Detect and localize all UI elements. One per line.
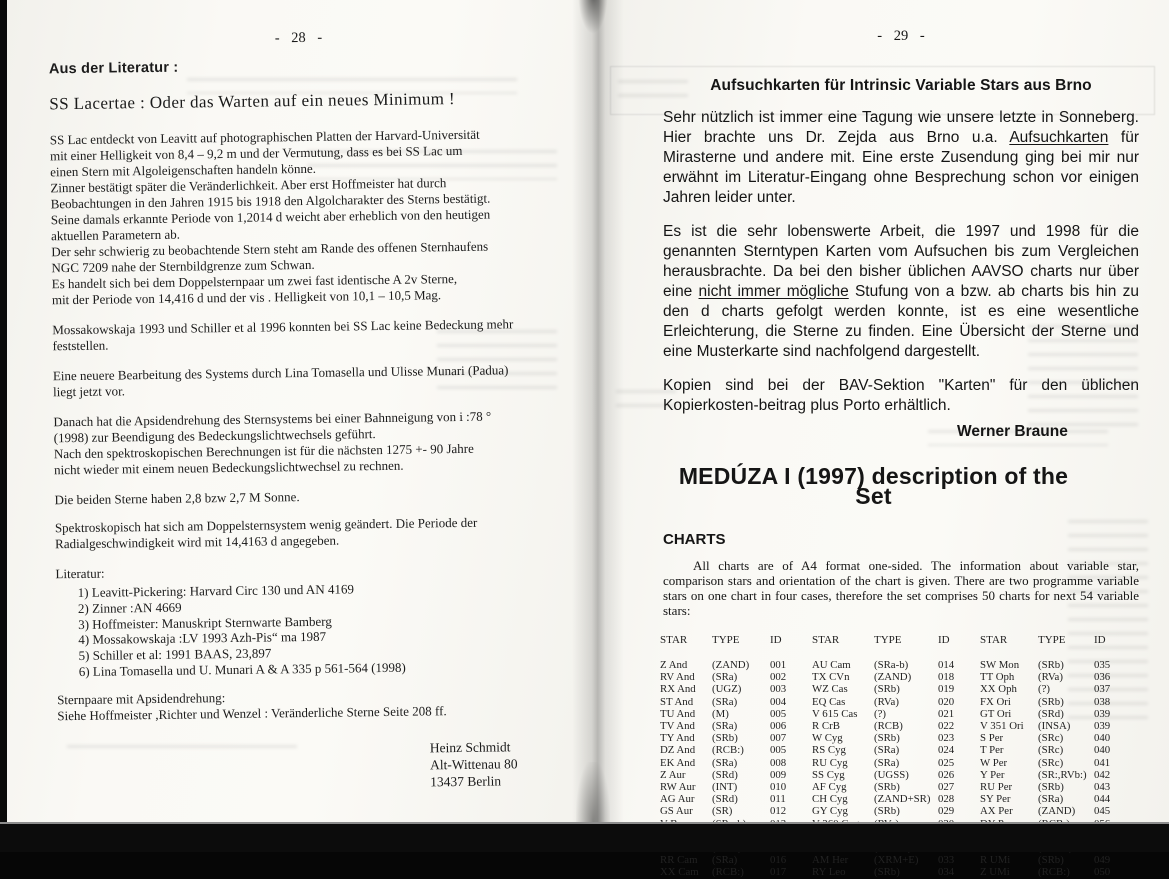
- table-cell: 024: [938, 744, 955, 757]
- page-number: - 29 -: [877, 28, 925, 44]
- table-cell: (SRb): [874, 732, 900, 745]
- table-cell: 044: [1094, 793, 1111, 806]
- table-cell: Z UMi: [980, 866, 1010, 879]
- table-row: [660, 854, 1130, 866]
- table-row: [660, 744, 1130, 756]
- table-cell: 040: [1094, 744, 1111, 757]
- table-header-cell: TYPE: [712, 634, 740, 646]
- table-cell: 050: [1094, 866, 1111, 879]
- table-cell: RU Per: [980, 781, 1013, 794]
- table-cell: T Per: [980, 744, 1004, 757]
- table-cell: 037: [1094, 683, 1111, 696]
- table-cell: 001: [770, 659, 787, 671]
- table-row: [660, 708, 1130, 720]
- table-cell: (SR): [712, 805, 733, 818]
- table-row: [660, 683, 1130, 695]
- table-cell: GY Cyg: [812, 805, 848, 818]
- table-cell: (RCB:): [712, 866, 744, 879]
- table-cell: (SRb): [874, 781, 900, 794]
- table-cell: (UGSS): [874, 768, 909, 781]
- list-item: 5) Schiller et al: 1991 BAAS, 23,897: [78, 645, 272, 664]
- table-cell: 025: [938, 756, 955, 769]
- table-row: [660, 671, 1130, 683]
- table-cell: CH Cyg: [812, 793, 848, 806]
- table-cell: (UGZ): [712, 683, 742, 696]
- table-cell: (RVa): [1038, 671, 1063, 684]
- table-cell: 042: [1094, 768, 1111, 781]
- table-cell: (SRb): [874, 805, 900, 818]
- table-cell: RS Cyg: [812, 744, 846, 757]
- table-cell: (SRb): [1038, 659, 1064, 671]
- table-cell: (SRb): [1038, 854, 1064, 867]
- table-cell: (SRa): [712, 695, 738, 708]
- page-28: [7, 0, 598, 822]
- table-cell: (XRM+E): [874, 854, 919, 867]
- table-cell: XX Oph: [980, 683, 1017, 696]
- table-cell: 027: [938, 781, 955, 794]
- table-cell: (SRb): [874, 683, 900, 696]
- table-row: [660, 720, 1130, 732]
- table-cell: (SRa): [712, 720, 738, 733]
- page-29-content: [598, 0, 1169, 879]
- table-cell: RV And: [660, 671, 695, 684]
- table-cell: RR Cam: [660, 854, 698, 867]
- table-cell: 039: [1094, 707, 1111, 720]
- table-cell: 020: [938, 695, 955, 708]
- table-cell: SS Cyg: [812, 768, 845, 781]
- table-cell: 021: [938, 707, 955, 720]
- table-cell: (SRb): [1038, 695, 1064, 708]
- table-cell: 029: [938, 805, 955, 818]
- table-cell: 002: [770, 671, 787, 684]
- table-cell: XX Cam: [660, 866, 699, 879]
- table-cell: R UMi: [980, 854, 1011, 867]
- table-cell: 033: [938, 854, 955, 867]
- paragraph-text: Stufung von a bzw. ab charts bis hin zu den d charts gefolgt werden konnte, ist es eine wesentliche Erleichterung, die Sterne zu finden. Eine Übersicht der Sterne und eine Musterkarte sind nachfolgend dargestellt.: [663, 283, 1139, 360]
- table-cell: 043: [1094, 781, 1111, 794]
- table-cell: TV And: [660, 720, 695, 733]
- table-cell: 004: [770, 695, 787, 708]
- table-header-cell: ID: [938, 634, 950, 646]
- table-cell: TT Oph: [980, 671, 1015, 684]
- table-cell: TX CVn: [812, 671, 850, 684]
- table-cell: 038: [1094, 695, 1111, 708]
- table-row: [660, 866, 1130, 878]
- table-cell: 049: [1094, 854, 1111, 867]
- table-header-cell: TYPE: [1038, 634, 1066, 646]
- author-signature: Werner Braune: [957, 423, 1068, 440]
- table-cell: (RCB): [874, 720, 903, 733]
- table-cell: (SRb): [1038, 781, 1064, 794]
- paragraph: Die beiden Sterne haben 2,8 bzw 2,7 M Sonne.: [54, 489, 300, 508]
- table-cell: W Per: [980, 756, 1008, 769]
- list-item: 6) Lina Tomasella und U. Munari A & A 335 p 561-564 (1998): [78, 659, 406, 679]
- table-row: [660, 769, 1130, 781]
- paragraph: SS Lac entdeckt von Leavitt auf photographischen Platten der Harvard-Universität mit einer Helligkeit von 8,4 – 9,2 m und der Vermutung, dass es bei SS Lac um einen Stern mit Algoleigenschaften handeln könne. Zinner bestätigt später die Veränderlichkeit. Aber erst Hoffmeister hat durch Beobachtungen in den Jahren 1915 bis 1918 den Algolcharakter des Sterns bestätigt. Seine damals erkannte Periode von 1,2014 d weicht aber erheblich von den heutigen aktuellen Parametern ab. Der sehr schwierig zu beobachtende Stern steht am Rande des offenen Sternhaufens NGC 7209 nahe der Sternbildgrenze zum Schwan. Es handelt sich bei dem Doppelsternpaar um zwei fast identische A 2v Sterne, mit der Periode von 14,416 d und der vis . Helligkeit von 10,1 – 10,5 Mag.: [49, 126, 491, 308]
- scan-edge-left: [0, 10, 7, 822]
- paragraph-text: Es ist die sehr lobenswerte Arbeit, die 1997 und 1998 für die genannten Sterntypen Karten vom Aufsuchen bis zum Vergleichen herausbrachte. Da bei den bisher üblichen AAVSO charts nur über eine: [663, 223, 1139, 300]
- table-cell: (M): [712, 707, 729, 720]
- table-header-cell: STAR: [812, 634, 840, 646]
- table-row: [660, 805, 1130, 817]
- table-cell: TU And: [660, 707, 696, 720]
- table-cell: SY Per: [980, 793, 1011, 806]
- page-29: [598, 0, 1169, 879]
- table-header-row: [660, 630, 1130, 659]
- table-cell: R CrB: [812, 720, 840, 733]
- table-cell: (RCB:): [712, 744, 744, 757]
- table-cell: 009: [770, 768, 787, 781]
- table-cell: 018: [938, 671, 955, 684]
- table-cell: (SRd): [712, 768, 738, 781]
- paragraph: Danach hat die Apsidendrehung des Sternsystems bei einer Bahnneigung von i :78 ° (1998) zur Beendigung des Bedeckungslichtwechsels geführt. Nach den spektroskopischen Berechnungen ist für die nächsten 1275 +- 90 Jahre nicht wieder mit einem neuen Bedeckungslichtwechsel zu rechnen.: [53, 408, 492, 478]
- table-cell: AM Her: [812, 854, 849, 867]
- table-cell: WZ Cas: [812, 683, 848, 696]
- table-cell: 007: [770, 732, 787, 745]
- table-cell: V 615 Cas: [812, 707, 858, 720]
- underlined-text: Aufsuchkarten: [1009, 129, 1109, 146]
- table-cell: 019: [938, 683, 955, 696]
- table-cell: FX Ori: [980, 695, 1011, 708]
- author-signature: Heinz Schmidt Alt-Wittenau 80 13437 Berlin: [429, 739, 518, 790]
- table-cell: (ZAND+SR): [874, 793, 931, 806]
- article-title: SS Lacertae : Oder das Warten auf ein neues Minimum !: [49, 89, 456, 114]
- table-cell: (INT): [712, 781, 738, 794]
- list-item: 3) Hoffmeister: Manuskript Sternwarte Bamberg: [78, 613, 332, 632]
- paragraph: Mossakowskaja 1993 und Schiller et al 1996 konnten bei SS Lac keine Bedeckung mehr feststellen.: [52, 316, 514, 354]
- table-cell: 012: [770, 805, 787, 818]
- table-header-cell: ID: [770, 634, 782, 646]
- table-cell: GT Ori: [980, 707, 1012, 720]
- table-cell: 011: [770, 793, 786, 806]
- table-cell: V 351 Ori: [980, 720, 1024, 733]
- table-cell: (ZAND): [1038, 805, 1076, 818]
- table-cell: AG Aur: [660, 793, 695, 806]
- table-cell: 041: [1094, 756, 1111, 769]
- list-item: 1) Leavitt-Pickering: Harvard Circ 130 und AN 4169: [77, 581, 354, 600]
- list-item: 2) Zinner :AN 4669: [77, 599, 182, 616]
- table-cell: 017: [770, 866, 787, 879]
- table-cell: S Per: [980, 732, 1004, 745]
- table-cell: (SRb): [874, 866, 900, 879]
- table-cell: (SRa): [712, 671, 738, 684]
- paragraph: Spektroskopisch hat sich am Doppelsternsystem wenig geändert. Die Periode der Radialgeschwindigkeit wird mit 14,4163 d angegeben.: [54, 514, 478, 552]
- table-cell: 014: [938, 659, 955, 671]
- table-cell: TY And: [660, 732, 695, 745]
- table-cell: AX Per: [980, 805, 1013, 818]
- list-item: 4) Mossakowskaja :LV 1993 Azh-Pis“ ma 1987: [78, 629, 327, 648]
- table-row: [660, 793, 1130, 805]
- table-cell: DZ And: [660, 744, 696, 757]
- table-cell: RY Leo: [812, 866, 846, 879]
- table-cell: (SRb): [712, 732, 738, 745]
- table-cell: (SRc): [1038, 756, 1064, 769]
- table-cell: (SRa): [874, 744, 900, 757]
- table-cell: 010: [770, 781, 787, 794]
- paragraph: Kopien sind bei der BAV-Sektion "Karten" für den üblichen Kopierkosten-beitrag plus Porto erhältlich.: [663, 377, 1139, 414]
- table-cell: (INSA): [1038, 720, 1071, 733]
- table-cell: (SR:,RVb:): [1038, 768, 1087, 781]
- page-number: - 28 -: [274, 29, 323, 47]
- table-cell: EQ Cas: [812, 695, 846, 708]
- paragraph: [663, 108, 1139, 208]
- table-row: [660, 732, 1130, 744]
- paragraph: Eine neuere Bearbeitung des Systems durch Lina Tomasella und Ulisse Munari (Padua) liegt jetzt vor.: [52, 362, 509, 400]
- table-cell: (RVa): [874, 695, 899, 708]
- paragraph-text: Sehr nützlich ist immer eine Tagung wie unsere letzte in Sonneberg. Hier brachte uns Dr. Zejda aus Brno u.a.: [663, 109, 1139, 146]
- table-cell: 040: [1094, 732, 1111, 745]
- table-cell: AU Cam: [812, 659, 851, 671]
- table-cell: (SRa): [712, 756, 738, 769]
- table-row: [660, 757, 1130, 769]
- table-cell: (SRd): [1038, 707, 1064, 720]
- table-cell: (SRa-b): [874, 659, 909, 671]
- table-cell: RU Cyg: [812, 756, 848, 769]
- table-cell: RX And: [660, 683, 696, 696]
- table-cell: 039: [1094, 720, 1111, 733]
- table-cell: 008: [770, 756, 787, 769]
- table-cell: W Cyg: [812, 732, 843, 745]
- table-cell: 035: [1094, 659, 1111, 671]
- table-cell: 016: [770, 854, 787, 867]
- table-row: [660, 696, 1130, 708]
- paragraph: Sternpaare mit Apsidendrehung: Siehe Hoffmeister ,Richter und Wenzel : Veränderliche Sterne Seite 208 ff.: [57, 689, 447, 724]
- set-description-heading: MEDÚZA I (1997) description of the Set: [678, 463, 1069, 509]
- table-cell: (SRa): [1038, 793, 1064, 806]
- table-cell: Z Aur: [660, 768, 686, 781]
- table-cell: (ZAND): [712, 659, 750, 671]
- table-cell: 045: [1094, 805, 1111, 818]
- table-cell: (SRa): [712, 854, 738, 867]
- table-header-cell: ID: [1094, 634, 1106, 646]
- underlined-text: nicht immer mögliche: [698, 283, 849, 300]
- literature-list: [56, 578, 587, 680]
- table-cell: SW Mon: [980, 659, 1020, 671]
- table-cell: RW Aur: [660, 781, 696, 794]
- table-cell: 034: [938, 866, 955, 879]
- section-label: Aus der Literatur :: [48, 59, 179, 78]
- table-cell: Z And: [660, 659, 688, 671]
- table-cell: 006: [770, 720, 787, 733]
- table-header-cell: TYPE: [874, 634, 902, 646]
- table-cell: (SRc): [1038, 744, 1064, 757]
- table-header-cell: STAR: [980, 634, 1008, 646]
- charts-paragraph: All charts are of A4 format one-sided. The information about variable star, comparison stars and orientation of the chart is given. There are two programme variable stars on one chart in four cases, therefore the set comprises 50 charts for next 54 variable stars:: [663, 558, 1139, 618]
- table-cell: 022: [938, 720, 955, 733]
- charts-section-label: CHARTS: [663, 531, 726, 548]
- table-row: [660, 659, 1130, 671]
- table-cell: ST And: [660, 695, 694, 708]
- table-cell: (SRa): [874, 756, 900, 769]
- table-cell: 036: [1094, 671, 1111, 684]
- scan-edge-bottom: [0, 822, 1169, 852]
- table-row: [660, 781, 1130, 793]
- table-cell: 005: [770, 707, 787, 720]
- table-cell: 026: [938, 768, 955, 781]
- literature-label: Literatur:: [55, 565, 105, 582]
- table-cell: (ZAND): [874, 671, 912, 684]
- article-title: Aufsuchkarten für Intrinsic Variable Stars aus Brno: [710, 77, 1092, 94]
- table-cell: 005: [770, 744, 787, 757]
- table-cell: 003: [770, 683, 787, 696]
- table-cell: 023: [938, 732, 955, 745]
- table-cell: GS Aur: [660, 805, 693, 818]
- table-cell: AF Cyg: [812, 781, 847, 794]
- table-cell: (SRd): [712, 793, 738, 806]
- table-cell: (SRc): [1038, 732, 1064, 745]
- table-cell: 028: [938, 793, 955, 806]
- paragraph: [663, 222, 1139, 362]
- page-28-content: [7, 0, 608, 796]
- table-cell: (?): [1038, 683, 1050, 696]
- table-cell: (?): [874, 707, 886, 720]
- table-header-cell: STAR: [660, 634, 688, 646]
- table-cell: EK And: [660, 756, 696, 769]
- table-cell: Y Per: [980, 768, 1005, 781]
- paragraph-text: für Mirasterne und andere mit. Eine erste Zusendung ging bei mir nur erwähnt im Literatur-Eingang ohne Besprechung schon vor einigen Jahren leider unter.: [663, 129, 1139, 206]
- table-cell: (RCB:): [1038, 866, 1070, 879]
